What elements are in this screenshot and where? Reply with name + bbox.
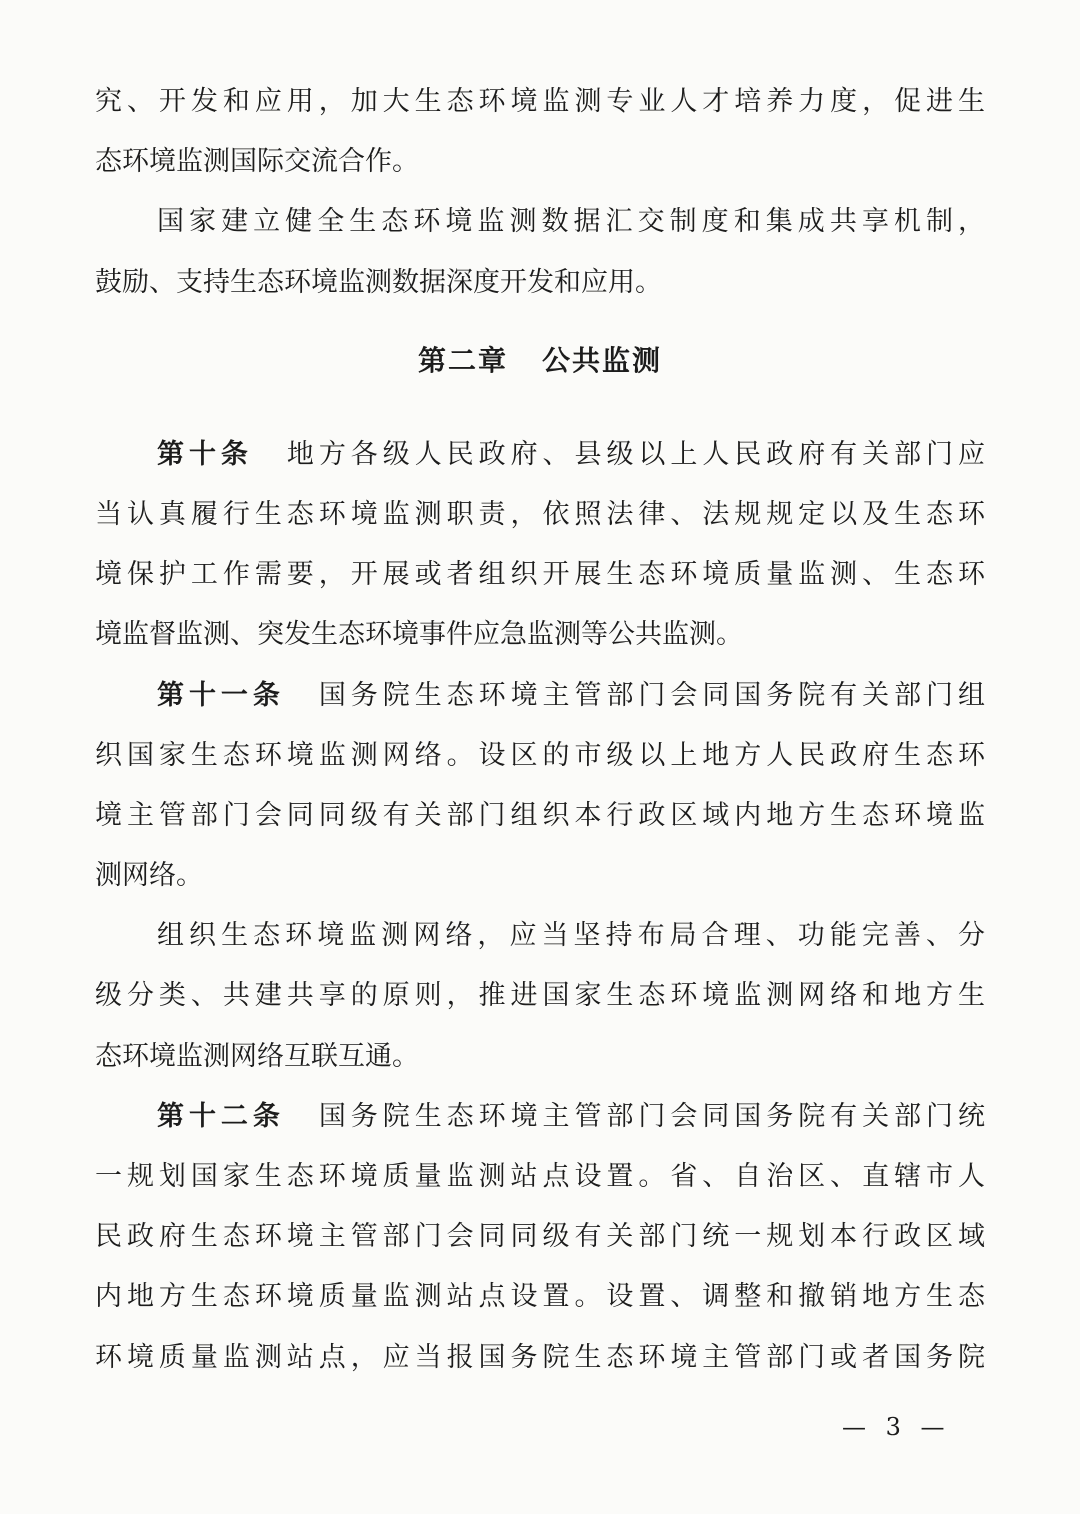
line-text: 级分类、共建共享的原则，推进国家生态环境监测网络和地方生 [95, 980, 985, 1012]
text-line [95, 1027, 985, 1087]
line-text: 究、开发和应用，加大生态环境监测专业人才培养力度，促进生 [95, 86, 985, 117]
text-line [95, 726, 985, 786]
text-line [95, 192, 985, 252]
text-section-before [95, 72, 985, 313]
chapter-number: 第二章 [417, 343, 508, 377]
line-text: 境主管部门会同同级有关部门组织本行政区域内地方生态环境监 [95, 799, 985, 831]
text-line [95, 253, 985, 313]
line-text: 态环境监测网络互联互通。 [95, 1040, 419, 1072]
text-line [95, 485, 985, 545]
text-line [95, 605, 985, 665]
line-text: 环境质量监测站点，应当报国务院生态环境主管部门或者国务院 [95, 1341, 985, 1373]
article-line [95, 666, 985, 726]
text-line [95, 906, 985, 966]
text-line [95, 1207, 985, 1267]
line-text: 国务院生态环境主管部门会同国务院有关部门组 [318, 679, 986, 711]
line-text: 境监督监测、突发生态环境事件应急监测等公共监测。 [95, 619, 743, 651]
line-text: 内地方生态环境质量监测站点设置。设置、调整和撤销地方生态 [95, 1281, 985, 1313]
article-number: 第十条 [157, 438, 253, 470]
text-line [95, 1328, 985, 1388]
text-line [95, 1147, 985, 1207]
text-section-after [95, 425, 985, 1388]
text-line [95, 545, 985, 605]
line-text: 鼓励、支持生态环境监测数据深度开发和应用。 [95, 266, 662, 298]
line-text: 组织生态环境监测网络，应当坚持布局合理、功能完善、分 [157, 920, 985, 952]
line-text: 地方各级人民政府、县级以上人民政府有关部门应 [286, 438, 985, 470]
chapter-title: 公共监测 [542, 343, 663, 377]
text-line [95, 966, 985, 1026]
document-page [95, 72, 985, 1388]
line-text: 当认真履行生态环境监测职责，依照法律、法规规定以及生态环 [95, 498, 985, 530]
article-number: 第十二条 [157, 1100, 285, 1132]
line-text: 态环境监测国际交流合作。 [95, 146, 419, 178]
article-line [95, 425, 985, 485]
line-text: 民政府生态环境主管部门会同同级有关部门统一规划本行政区域 [95, 1221, 985, 1253]
line-text: 织国家生态环境监测网络。设区的市级以上地方人民政府生态环 [95, 739, 985, 771]
line-text: 国家建立健全生态环境监测数据汇交制度和集成共享机制， [157, 206, 985, 238]
text-line [95, 786, 985, 846]
page-number: — 3 — [842, 1413, 951, 1441]
text-line [95, 132, 985, 192]
line-text: 一规划国家生态环境质量监测站点设置。省、自治区、直辖市人 [95, 1161, 985, 1192]
line-text: 国务院生态环境主管部门会同国务院有关部门统 [318, 1100, 986, 1132]
line-text: 测网络。 [95, 860, 203, 892]
article-line [95, 1087, 985, 1147]
chapter-heading [95, 331, 985, 391]
article-number: 第十一条 [157, 679, 285, 711]
text-line [95, 72, 985, 132]
line-text: 境保护工作需要，开展或者组织开展生态环境质量监测、生态环 [95, 559, 985, 591]
text-line [95, 846, 985, 906]
text-line [95, 1267, 985, 1327]
